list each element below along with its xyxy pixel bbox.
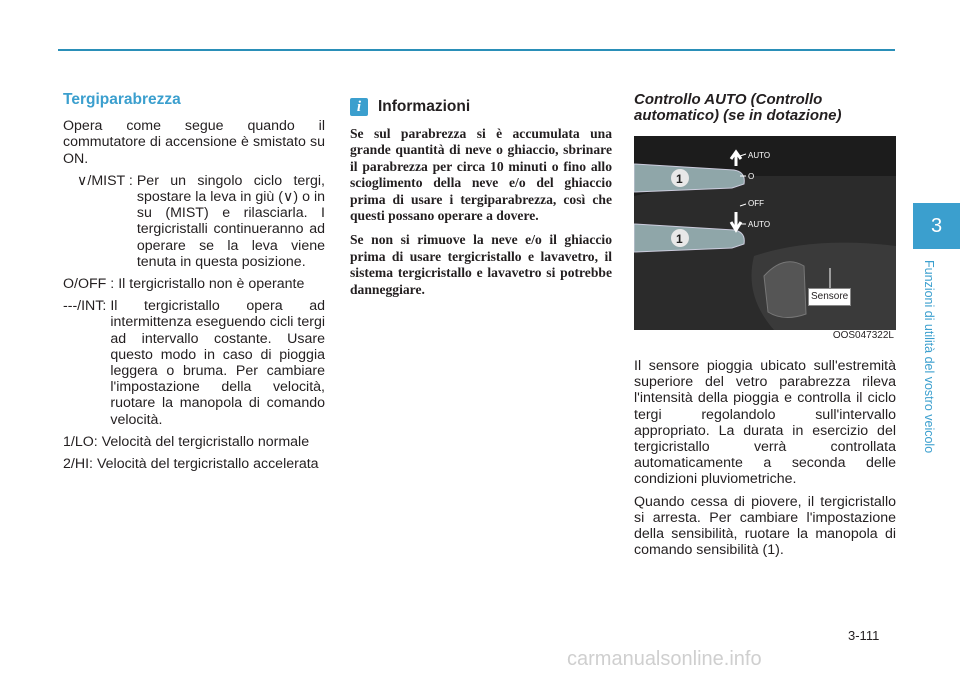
- mirror-mount: [764, 262, 806, 318]
- left-column: [63, 92, 325, 478]
- auto-paragraph-1: Il sensore pioggia ubicato sull'estremità superiore del vetro parabrezza rileva l'intensità della pioggia e controlla il ciclo tergi regolandolo sull'intervallo appropriato. La durata in esercizio del tergicristallo verrà controllata automaticamente a seconda delle condizioni pluviometriche.: [634, 358, 896, 488]
- intro-text: Opera come segue quando il commutatore di accensione è smistato su ON.: [63, 118, 325, 167]
- info-title: Informazioni: [378, 97, 471, 115]
- callout-1-top: 1: [676, 172, 683, 186]
- entry-int: [63, 298, 325, 428]
- entry-lo: [63, 434, 325, 450]
- entry-hi: [63, 456, 325, 472]
- entry-value: Il tergicristallo opera ad intermittenza eseguendo cicli tergi ad intervallo costante. Usare questo modo in caso di pioggia leggera o bruma. Per cambiare l'impostazione della velocità, ruotare la manopola di comando velocità.: [110, 298, 325, 428]
- info-header: [350, 98, 612, 116]
- top-rule: [58, 49, 895, 51]
- wiper-illustration: [634, 136, 896, 344]
- entry-value: Per un singolo ciclo tergi, spostare la leva in giù (∨) o in su (MIST) e rilasciarla. I tergicristalli continueranno ad operare se la leva viene tenuta in questa posizione.: [136, 172, 325, 270]
- label-off: OFF: [748, 199, 764, 208]
- label-auto-bottom: AUTO: [748, 220, 771, 229]
- middle-column: [350, 92, 612, 306]
- entry-key: 1/LO:: [63, 433, 98, 450]
- info-paragraph-2: Se non si rimuove la neve e/o il ghiaccio prima di usare tergicristallo e lavavetro, il sistema tergicristallo e lavavetro si potrebbe danneggiare.: [350, 232, 612, 297]
- label-o: O: [748, 172, 755, 181]
- callout-1-bottom: 1: [676, 232, 683, 246]
- page-number: 3-111: [848, 628, 880, 643]
- entry-value: Il tergicristallo non è operante: [118, 276, 305, 293]
- entry-key: O/OFF :: [63, 276, 115, 293]
- entry-key: 2/HI:: [63, 456, 93, 473]
- right-column: [634, 92, 896, 564]
- entry-mist: [77, 173, 325, 270]
- wiper-lever-drawing: [634, 136, 896, 344]
- sensor-label: Sensore: [808, 288, 851, 306]
- entry-value: Velocità del tergicristallo accelerata: [96, 456, 319, 473]
- auto-control-heading: Controllo AUTO (Controllo automatico) (se in dotazione): [634, 91, 842, 124]
- info-icon: i: [350, 98, 368, 116]
- entry-off: [63, 276, 325, 292]
- watermark: carmanualsonline.info: [567, 648, 762, 670]
- auto-paragraph-2: Quando cessa di piovere, il tergicristallo si arresta. Per cambiare l'impostazione della sensibilità, ruotare la manopola di comando sensibilità (1).: [634, 493, 896, 559]
- info-paragraph-1: Se sul parabrezza si è accumulata una grande quantità di neve o ghiaccio, sbrinare il parabrezza per circa 10 minuti o fino allo scioglimento della neve e/o del ghiaccio prima di usare i tergiparabrezza, così che questi possano operare a dovere.: [350, 126, 612, 224]
- section-heading: Tergiparabrezza: [63, 91, 181, 108]
- entry-value: Velocità del tergicristallo normale: [101, 433, 310, 450]
- chapter-title: Funzioni di utilità del vostro veicolo: [922, 260, 936, 454]
- entry-key: ---/INT:: [63, 298, 107, 315]
- figure-code: OOS047322L: [832, 329, 894, 341]
- entry-key: ∨/MIST :: [77, 172, 133, 189]
- chapter-tab: 3: [913, 203, 960, 249]
- label-auto-top: AUTO: [748, 151, 771, 160]
